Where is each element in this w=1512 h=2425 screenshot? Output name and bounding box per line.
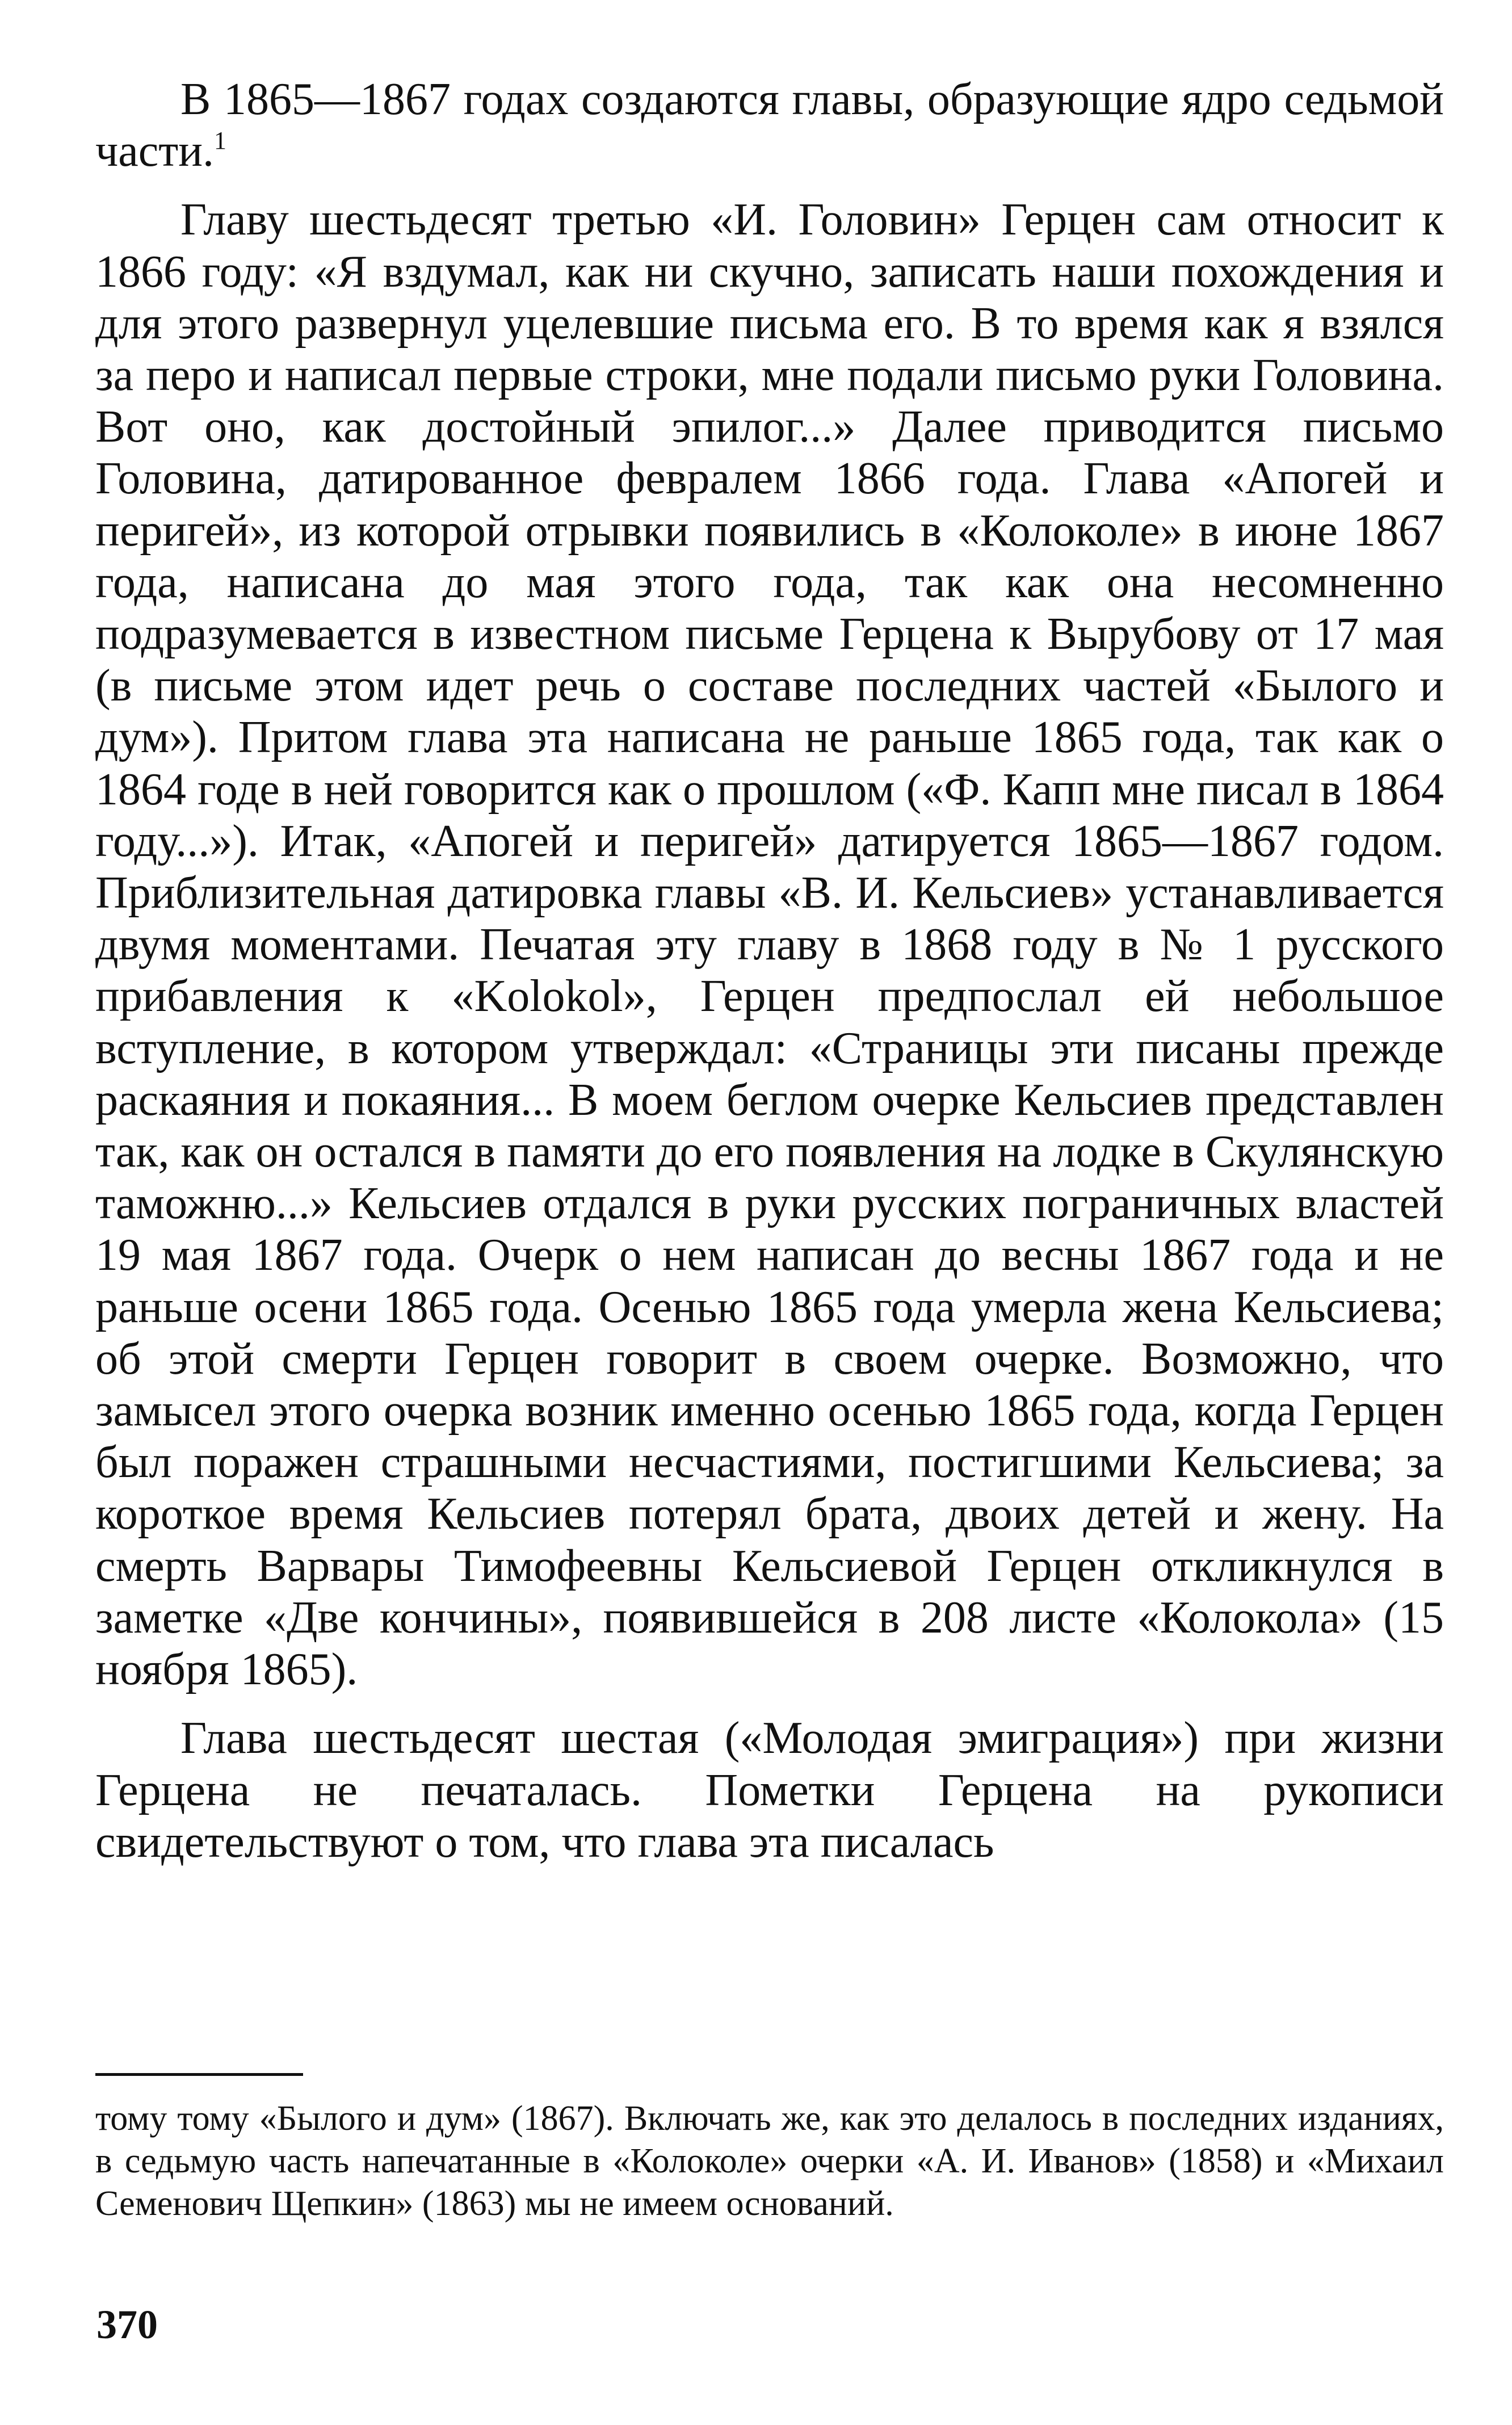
page-number: 370: [96, 2302, 158, 2347]
paragraph-2: Главу шестьдесят третью «И. Головин» Герцен сам относит к 1866 году: «Я вздумал, как ни скучно, записать наши похождения и для этого развернул уцелевшие письма его. В то время как я взялся за перо и написал первые строки, мне подали письмо руки Головина. Вот оно, как достойный эпилог...» Далее приводится письмо Головина, датированное февралем 1866 года. Глава «Апогей и перигей», из которой отрывки появились в «Колоколе» в июне 1867 года, написана до мая этого года, так как она несомненно подразумевается в известном письме Герцена к Вырубову от 17 мая (в письме этом идет речь о составе последних частей «Былого и дум»). Притом глава эта написана не раньше 1865 года, так как о 1864 годе в ней говорится как о прошлом («Ф. Капп мне писал в 1864 году...»). Итак, «Апогей и перигей» датируется 1865—1867 годом. Приблизительная датировка главы «В. И. Кельсиев» устанавливается двумя моментами. Печатая эту главу в 1868 году в № 1 русского прибавления к «Kolokol», Герцен предпослал ей небольшое вступление, в котором утверждал: «Страницы эти писаны прежде раскаяния и покаяния... В моем беглом очерке Кельсиев представлен так, как он остался в памяти до его появления на лодке в Скулянскую таможню...» Кельсиев отдался в руки русских пограничных властей 19 мая 1867 года. Очерк о нем написан до весны 1867 года и не раньше осени 1865 года. Осенью 1865 года умерла жена Кельсиева; об этой смерти Герцен говорит в своем очерке. Возможно, что замысел этого очерка возник именно осенью 1865 года, когда Герцен был поражен страшными несчастиями, постигшими Кельсиева; за короткое время Кельсиев потерял брата, двоих детей и жену. На смерть Варвары Тимофеевны Кельсиевой Герцен откликнулся в заметке «Две кончины», появившейся в 208 листе «Колокола» (15 ноября 1865).: [95, 195, 1444, 1695]
paragraph-1-text: В 1865—1867 годах создаются главы, образующие ядро седьмой части.: [95, 74, 1444, 177]
paragraph-1: [95, 74, 1444, 177]
footnote-text: тому тому «Былого и дум» (1867). Включать же, как это делалось в последних изданиях, в седьмую часть напечатанные в «Колоколе» очерки «А. И. Иванов» (1858) и «Михаил Семенович Щепкин» (1863) мы не имеем оснований.: [95, 2099, 1444, 2223]
main-text: [95, 74, 1444, 1868]
footnote-divider: [95, 2073, 303, 2076]
paragraph-3: Глава шестьдесят шестая («Молодая эмиграция») при жизни Герцена не печаталась. Пометки Герцена на рукописи свидетельствуют о том, что глава эта писалась: [95, 1713, 1444, 1867]
footnote-marker: 1: [214, 127, 227, 155]
